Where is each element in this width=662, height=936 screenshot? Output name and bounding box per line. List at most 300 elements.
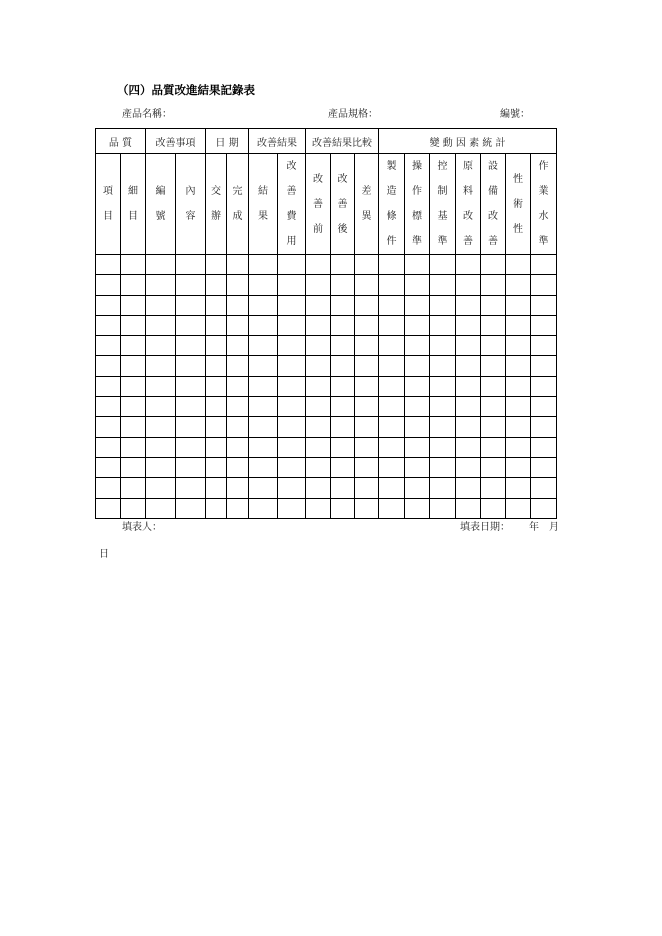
col-header-operating-standard: 操作標準 — [412, 161, 423, 247]
table-cell — [355, 275, 379, 295]
table-cell — [481, 315, 506, 335]
product-name-label: 產品名稱： — [122, 109, 172, 120]
table-cell — [481, 397, 506, 417]
table-cell — [456, 437, 481, 457]
table-cell — [481, 457, 506, 477]
col-header-difference: 差異 — [361, 186, 372, 222]
table-cell — [456, 315, 481, 335]
table-row — [96, 457, 557, 477]
table-cell — [249, 376, 278, 396]
table-cell — [379, 315, 405, 335]
table-cell — [456, 397, 481, 417]
group-header-improvement-results: 改善結果 — [249, 129, 306, 154]
table-cell — [146, 275, 176, 295]
table-cell — [121, 417, 146, 437]
table-cell — [227, 478, 249, 498]
table-cell — [306, 397, 331, 417]
table-cell — [379, 295, 405, 315]
table-cell — [531, 356, 557, 376]
group-header-row — [96, 129, 557, 154]
col-header-after: 改善後 — [337, 173, 348, 235]
table-cell — [379, 457, 405, 477]
table-cell — [430, 255, 456, 275]
table-cell — [96, 457, 121, 477]
table-cell — [481, 498, 506, 518]
table-cell — [176, 255, 206, 275]
table-cell — [355, 498, 379, 518]
table-cell — [456, 275, 481, 295]
table-cell — [176, 356, 206, 376]
serial-number-label: 編號： — [500, 109, 530, 120]
table-row — [96, 437, 557, 457]
table-cell — [456, 255, 481, 275]
table-cell — [278, 295, 306, 315]
table-cell — [481, 376, 506, 396]
table-cell — [531, 295, 557, 315]
table-cell — [176, 315, 206, 335]
table-cell — [96, 275, 121, 295]
table-cell — [227, 457, 249, 477]
table-cell — [481, 417, 506, 437]
table-cell — [278, 417, 306, 437]
table-cell — [121, 315, 146, 335]
col-header-manufacturing-conditions: 製造條件 — [386, 161, 397, 247]
table-cell — [379, 397, 405, 417]
col-header-assigned: 交辦 — [211, 186, 221, 222]
table-cell — [456, 376, 481, 396]
table-row — [96, 356, 557, 376]
table-cell — [456, 356, 481, 376]
table-cell — [456, 336, 481, 356]
table-cell — [379, 437, 405, 457]
table-cell — [278, 255, 306, 275]
table-cell — [306, 295, 331, 315]
table-cell — [249, 255, 278, 275]
table-cell — [206, 255, 227, 275]
table-cell — [96, 417, 121, 437]
table-cell — [456, 478, 481, 498]
table-cell — [506, 255, 531, 275]
table-cell — [481, 255, 506, 275]
table-cell — [121, 397, 146, 417]
col-header-technical-nature-cell — [506, 154, 531, 255]
table-cell — [531, 498, 557, 518]
table-cell — [146, 376, 176, 396]
table-cell — [121, 336, 146, 356]
table-cell — [278, 275, 306, 295]
table-cell — [379, 417, 405, 437]
table-cell — [121, 275, 146, 295]
product-spec-label: 產品規格： — [328, 109, 378, 120]
col-header-number: 編號 — [155, 186, 166, 222]
table-cell — [531, 336, 557, 356]
table-cell — [227, 437, 249, 457]
table-cell — [249, 275, 278, 295]
table-cell — [206, 275, 227, 295]
col-header-detail-cell — [121, 154, 146, 255]
table-cell — [355, 255, 379, 275]
group-header-variation-factor-stats: 變 動 因 素 統 計 — [379, 129, 557, 154]
table-cell — [531, 397, 557, 417]
table-cell — [96, 356, 121, 376]
table-cell — [278, 397, 306, 417]
table-cell — [121, 356, 146, 376]
table-cell — [146, 397, 176, 417]
table-cell — [306, 255, 331, 275]
table-cell — [355, 478, 379, 498]
table-cell — [506, 457, 531, 477]
table-cell — [355, 315, 379, 335]
col-header-equipment-improvement: 設備改善 — [488, 161, 499, 247]
table-cell — [306, 498, 331, 518]
table-cell — [430, 417, 456, 437]
col-header-before: 改善前 — [313, 173, 323, 235]
table-cell — [96, 397, 121, 417]
col-header-content-cell — [176, 154, 206, 255]
col-header-improvement-cost-cell — [278, 154, 306, 255]
table-cell — [146, 498, 176, 518]
table-cell — [430, 478, 456, 498]
table-cell — [481, 478, 506, 498]
table-cell — [227, 275, 249, 295]
table-cell — [227, 295, 249, 315]
table-cell — [206, 295, 227, 315]
table-cell — [506, 275, 531, 295]
group-header-quality: 品 質 — [96, 129, 146, 154]
table-cell — [121, 295, 146, 315]
table-cell — [355, 376, 379, 396]
col-header-completed: 完成 — [232, 186, 243, 222]
year-label: 年 — [529, 522, 539, 533]
table-cell — [506, 498, 531, 518]
table-cell — [405, 478, 430, 498]
table-cell — [331, 275, 355, 295]
table-cell — [121, 437, 146, 457]
col-header-number-cell — [146, 154, 176, 255]
table-cell — [227, 397, 249, 417]
table-cell — [146, 478, 176, 498]
col-header-result-cell — [249, 154, 278, 255]
table-cell — [331, 356, 355, 376]
table-cell — [355, 437, 379, 457]
table-cell — [481, 437, 506, 457]
group-header-result-comparison: 改善結果比較 — [306, 129, 379, 154]
table-cell — [249, 336, 278, 356]
table-cell — [176, 336, 206, 356]
day-label: 日 — [99, 549, 109, 560]
table-cell — [176, 376, 206, 396]
table-cell — [355, 295, 379, 315]
form-title: （四）品質改進結果記錄表 — [117, 83, 255, 97]
col-header-after-cell — [331, 154, 355, 255]
table-cell — [96, 498, 121, 518]
table-cell — [249, 295, 278, 315]
table-cell — [227, 336, 249, 356]
table-cell — [227, 417, 249, 437]
table-cell — [278, 356, 306, 376]
table-cell — [405, 356, 430, 376]
table-cell — [278, 478, 306, 498]
table-row — [96, 336, 557, 356]
table-cell — [531, 376, 557, 396]
sub-header-row — [96, 154, 557, 255]
table-cell — [176, 295, 206, 315]
table-cell — [430, 336, 456, 356]
table-cell — [456, 457, 481, 477]
month-label: 月 — [549, 522, 559, 533]
table-cell — [306, 417, 331, 437]
table-cell — [121, 478, 146, 498]
table-cell — [456, 295, 481, 315]
col-header-control-criteria-cell — [430, 154, 456, 255]
table-cell — [96, 255, 121, 275]
table-cell — [405, 275, 430, 295]
table-cell — [355, 356, 379, 376]
table-cell — [249, 478, 278, 498]
table-cell — [146, 255, 176, 275]
table-cell — [481, 275, 506, 295]
table-cell — [506, 397, 531, 417]
col-header-work-level: 作業水準 — [538, 161, 549, 247]
table-cell — [278, 315, 306, 335]
table-cell — [430, 397, 456, 417]
table-cell — [146, 437, 176, 457]
table-cell — [379, 255, 405, 275]
table-cell — [355, 397, 379, 417]
table-cell — [405, 315, 430, 335]
table-cell — [331, 478, 355, 498]
table-cell — [331, 397, 355, 417]
table-cell — [249, 498, 278, 518]
table-cell — [355, 457, 379, 477]
table-cell — [506, 478, 531, 498]
table-cell — [146, 315, 176, 335]
col-header-assigned-cell — [206, 154, 227, 255]
table-cell — [206, 397, 227, 417]
table-cell — [331, 457, 355, 477]
table-row — [96, 255, 557, 275]
table-cell — [430, 315, 456, 335]
col-header-item-cell — [96, 154, 121, 255]
table-cell — [176, 478, 206, 498]
col-header-item: 項目 — [103, 186, 113, 222]
group-header-dates: 日 期 — [206, 129, 249, 154]
col-header-control-criteria: 控制基準 — [437, 161, 448, 247]
table-cell — [405, 397, 430, 417]
table-cell — [146, 336, 176, 356]
table-cell — [306, 336, 331, 356]
table-cell — [206, 417, 227, 437]
table-cell — [227, 315, 249, 335]
table-cell — [531, 478, 557, 498]
table-cell — [331, 255, 355, 275]
table-cell — [331, 315, 355, 335]
table-cell — [481, 356, 506, 376]
table-cell — [206, 498, 227, 518]
col-header-equipment-improvement-cell — [481, 154, 506, 255]
table-cell — [146, 417, 176, 437]
table-cell — [249, 417, 278, 437]
table-cell — [506, 295, 531, 315]
col-header-completed-cell — [227, 154, 249, 255]
table-cell — [176, 417, 206, 437]
table-cell — [278, 457, 306, 477]
table-cell — [96, 336, 121, 356]
table-cell — [531, 457, 557, 477]
table-cell — [506, 417, 531, 437]
table-cell — [278, 437, 306, 457]
table-cell — [227, 356, 249, 376]
table-cell — [331, 498, 355, 518]
table-cell — [506, 315, 531, 335]
table-cell — [306, 437, 331, 457]
table-cell — [306, 356, 331, 376]
table-cell — [506, 376, 531, 396]
table-cell — [531, 437, 557, 457]
table-cell — [206, 315, 227, 335]
table-cell — [206, 376, 227, 396]
table-cell — [405, 417, 430, 437]
table-cell — [146, 356, 176, 376]
table-cell — [405, 255, 430, 275]
col-header-difference-cell — [355, 154, 379, 255]
table-cell — [176, 437, 206, 457]
table-row — [96, 275, 557, 295]
col-header-operating-standard-cell — [405, 154, 430, 255]
table-cell — [96, 376, 121, 396]
col-header-detail: 細目 — [128, 186, 138, 222]
table-cell — [405, 376, 430, 396]
col-header-before-cell — [306, 154, 331, 255]
table-cell — [481, 336, 506, 356]
filled-by-label: 填表人： — [122, 522, 162, 533]
table-cell — [430, 356, 456, 376]
table-cell — [331, 417, 355, 437]
table-cell — [121, 376, 146, 396]
group-header-improvement-items: 改善事項 — [146, 129, 206, 154]
table-row — [96, 498, 557, 518]
table-cell — [506, 437, 531, 457]
table-cell — [96, 478, 121, 498]
table-cell — [96, 437, 121, 457]
table-cell — [96, 295, 121, 315]
table-cell — [456, 498, 481, 518]
table-row — [96, 315, 557, 335]
table-cell — [430, 437, 456, 457]
table-cell — [306, 315, 331, 335]
table-cell — [531, 315, 557, 335]
table-cell — [249, 457, 278, 477]
table-cell — [278, 498, 306, 518]
table-cell — [249, 437, 278, 457]
col-header-content: 內容 — [185, 186, 196, 222]
table-cell — [176, 457, 206, 477]
table-cell — [481, 295, 506, 315]
table-cell — [278, 336, 306, 356]
table-cell — [146, 457, 176, 477]
table-cell — [306, 275, 331, 295]
table-cell — [206, 457, 227, 477]
table-cell — [331, 376, 355, 396]
table-cell — [227, 376, 249, 396]
table-cell — [121, 498, 146, 518]
table-cell — [379, 336, 405, 356]
table-row — [96, 397, 557, 417]
table-cell — [430, 376, 456, 396]
table-cell — [146, 295, 176, 315]
col-header-manufacturing-conditions-cell — [379, 154, 405, 255]
table-row — [96, 478, 557, 498]
table-cell — [206, 478, 227, 498]
table-cell — [331, 437, 355, 457]
table-cell — [405, 457, 430, 477]
table-cell — [379, 478, 405, 498]
table-cell — [506, 356, 531, 376]
table-cell — [355, 336, 379, 356]
table-cell — [531, 417, 557, 437]
table-cell — [306, 376, 331, 396]
table-row — [96, 417, 557, 437]
table-cell — [405, 336, 430, 356]
table-row — [96, 295, 557, 315]
col-header-work-level-cell — [531, 154, 557, 255]
table-cell — [405, 437, 430, 457]
table-cell — [206, 437, 227, 457]
table-cell — [227, 255, 249, 275]
table-cell — [249, 397, 278, 417]
col-header-result: 結果 — [258, 186, 268, 222]
table-cell — [206, 336, 227, 356]
table-cell — [176, 275, 206, 295]
table-cell — [227, 498, 249, 518]
table-cell — [121, 255, 146, 275]
table-cell — [456, 417, 481, 437]
table-cell — [176, 397, 206, 417]
col-header-material-improvement: 原料改善 — [463, 161, 474, 247]
table-cell — [379, 275, 405, 295]
table-cell — [278, 376, 306, 396]
table-cell — [176, 498, 206, 518]
table-cell — [379, 356, 405, 376]
table-cell — [430, 498, 456, 518]
table-cell — [405, 295, 430, 315]
table-cell — [249, 356, 278, 376]
table-cell — [379, 376, 405, 396]
table-cell — [430, 457, 456, 477]
fill-date-label: 填表日期： — [460, 522, 510, 533]
table-cell — [355, 417, 379, 437]
table-cell — [531, 255, 557, 275]
table-cell — [430, 275, 456, 295]
table-cell — [506, 336, 531, 356]
col-header-material-improvement-cell — [456, 154, 481, 255]
table-cell — [306, 478, 331, 498]
table-row — [96, 376, 557, 396]
table-cell — [379, 498, 405, 518]
table-cell — [96, 315, 121, 335]
table-cell — [306, 457, 331, 477]
improvement-record-table — [95, 128, 557, 519]
table-cell — [206, 356, 227, 376]
table-cell — [331, 336, 355, 356]
table-cell — [405, 498, 430, 518]
col-header-improvement-cost: 改善費用 — [286, 161, 297, 247]
table-cell — [249, 315, 278, 335]
col-header-technical-nature: 性術性 — [513, 173, 524, 235]
table-cell — [331, 295, 355, 315]
table-cell — [531, 275, 557, 295]
table-cell — [121, 457, 146, 477]
